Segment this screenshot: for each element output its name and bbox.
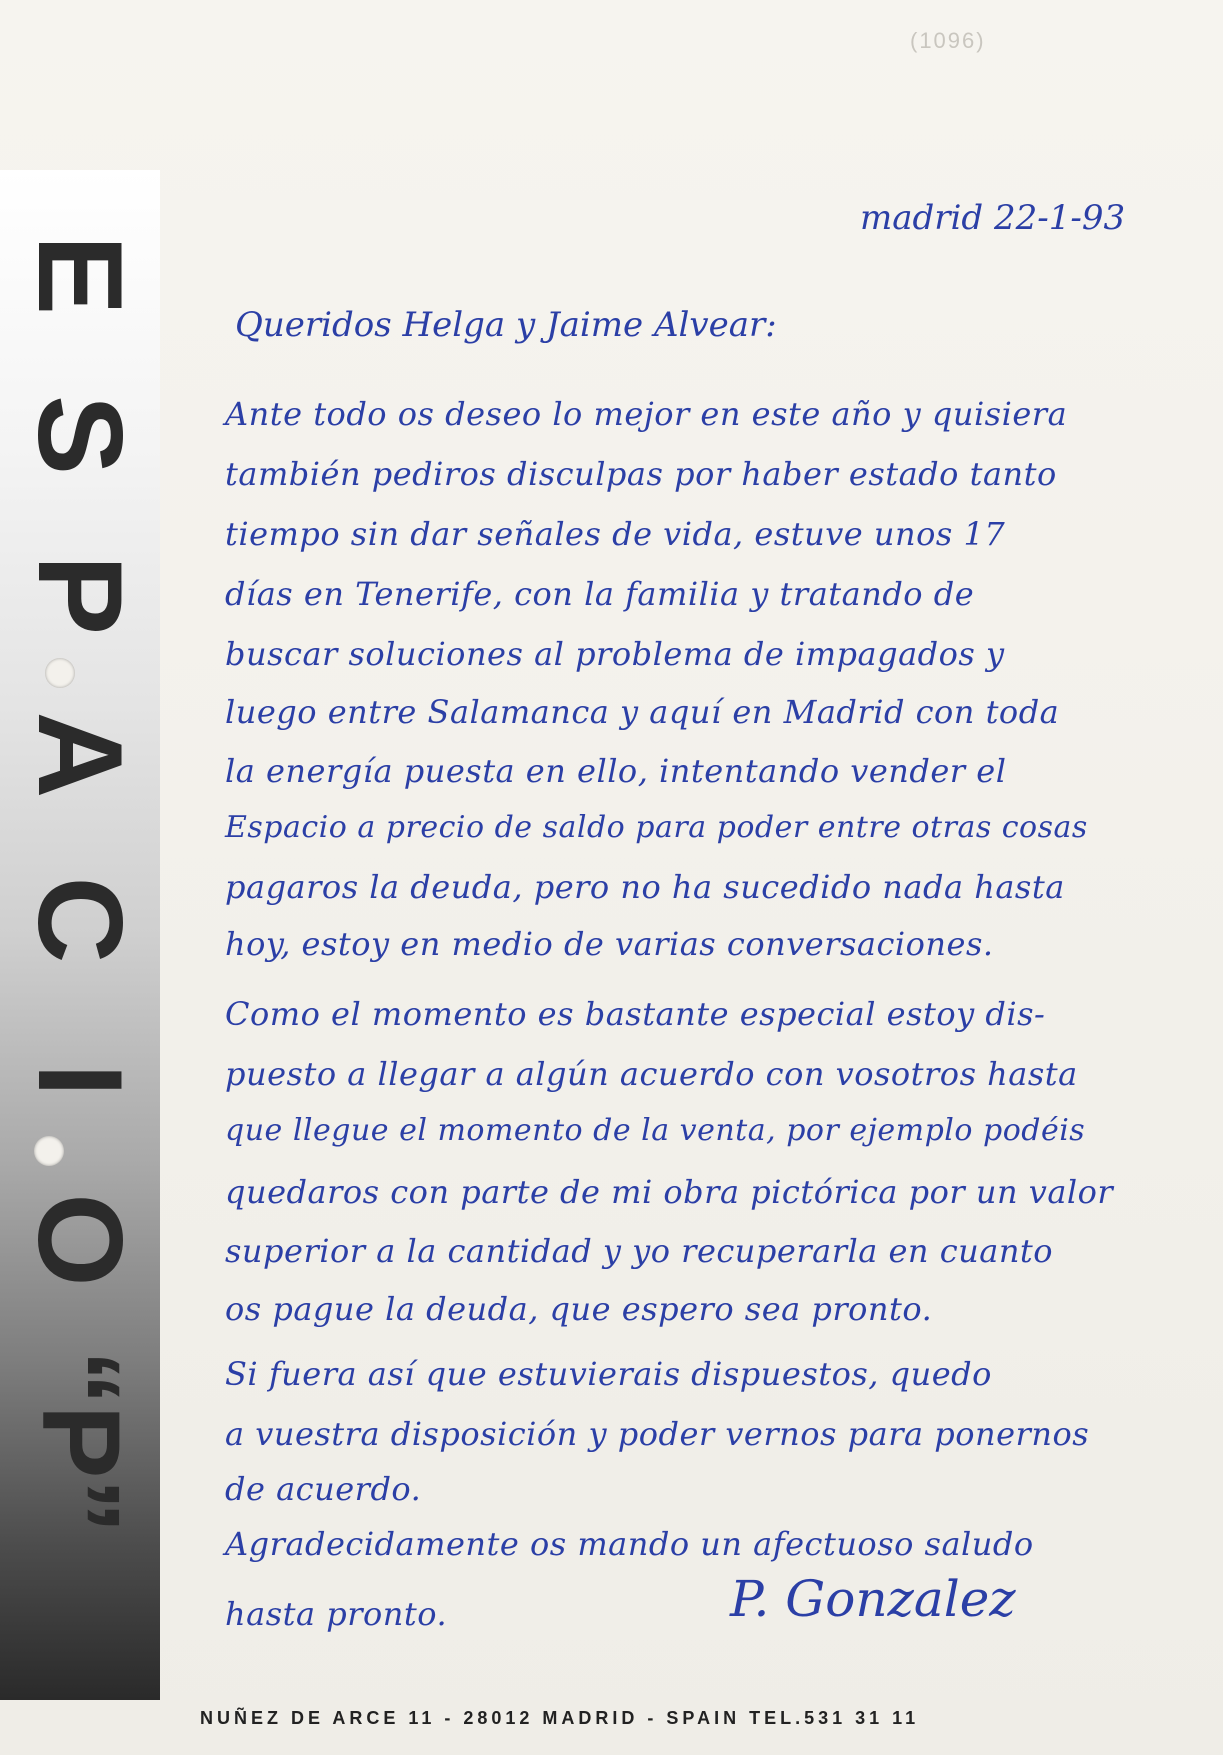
band-letter-i: I	[13, 1063, 147, 1097]
letter-line: luego entre Salamanca y aquí en Madrid con toda	[225, 693, 1060, 731]
letter-salutation: Queridos Helga y Jaime Alvear:	[235, 305, 777, 345]
band-letter-c: C	[13, 876, 147, 964]
letter-date: madrid 22-1-93	[860, 198, 1126, 238]
letter-line: también pediros disculpas por haber estado tanto	[225, 455, 1057, 493]
letterhead-band	[0, 170, 160, 1700]
letter-line: os pague la deuda, que espero sea pronto.	[225, 1290, 933, 1328]
band-letter-e: E	[13, 234, 147, 316]
letter-line: tiempo sin dar señales de vida, estuve unos 17	[225, 515, 1006, 553]
letter-line: puesto a llegar a algún acuerdo con vosotros hasta	[225, 1055, 1078, 1093]
band-letter-a: A	[13, 711, 147, 799]
band-letter-quoted-p: “P”	[19, 1350, 142, 1534]
letter-line: pagaros la deuda, pero no ha sucedido nada hasta	[225, 868, 1065, 906]
letter-line: buscar soluciones al problema de impagados y	[225, 635, 1005, 673]
letter-line: a vuestra disposición y poder vernos para ponernos	[225, 1415, 1090, 1453]
letter-line: Agradecidamente os mando un afectuoso saludo	[225, 1525, 1034, 1563]
letterhead-footer-address: NUÑEZ DE ARCE 11 - 28012 MADRID - SPAIN TEL.531 31 11	[200, 1708, 920, 1728]
band-letter-s: S	[13, 394, 147, 476]
punch-hole-bottom	[34, 1136, 64, 1166]
letter-line: la energía puesta en ello, intentando vender el	[225, 752, 1007, 790]
letter-line: quedaros con parte de mi obra pictórica por un valor	[225, 1173, 1114, 1211]
letter-line: Espacio a precio de saldo para poder entre otras cosas	[225, 810, 1088, 845]
letter-line: de acuerdo.	[225, 1470, 422, 1508]
letter-line: Si fuera así que estuvierais dispuestos, quedo	[225, 1355, 992, 1393]
band-letter-p: P	[13, 554, 147, 636]
signature: P. Gonzalez	[730, 1570, 1016, 1628]
letter-line: superior a la cantidad y yo recuperarla en cuanto	[225, 1232, 1054, 1270]
letter-line: Como el momento es bastante especial estoy dis-	[225, 995, 1046, 1033]
letter-line: días en Tenerife, con la familia y tratando de	[225, 575, 975, 613]
letter-line: Ante todo os deseo lo mejor en este año y quisiera	[225, 395, 1068, 433]
archive-mark: (1096)	[910, 28, 986, 53]
punch-hole-top	[45, 658, 75, 688]
letter-line: hasta pronto.	[225, 1595, 448, 1633]
letter-line: que llegue el momento de la venta, por ejemplo podéis	[225, 1113, 1086, 1148]
band-letter-o: O	[13, 1193, 147, 1287]
letter-line: hoy, estoy en medio de varias conversaciones.	[225, 925, 994, 963]
